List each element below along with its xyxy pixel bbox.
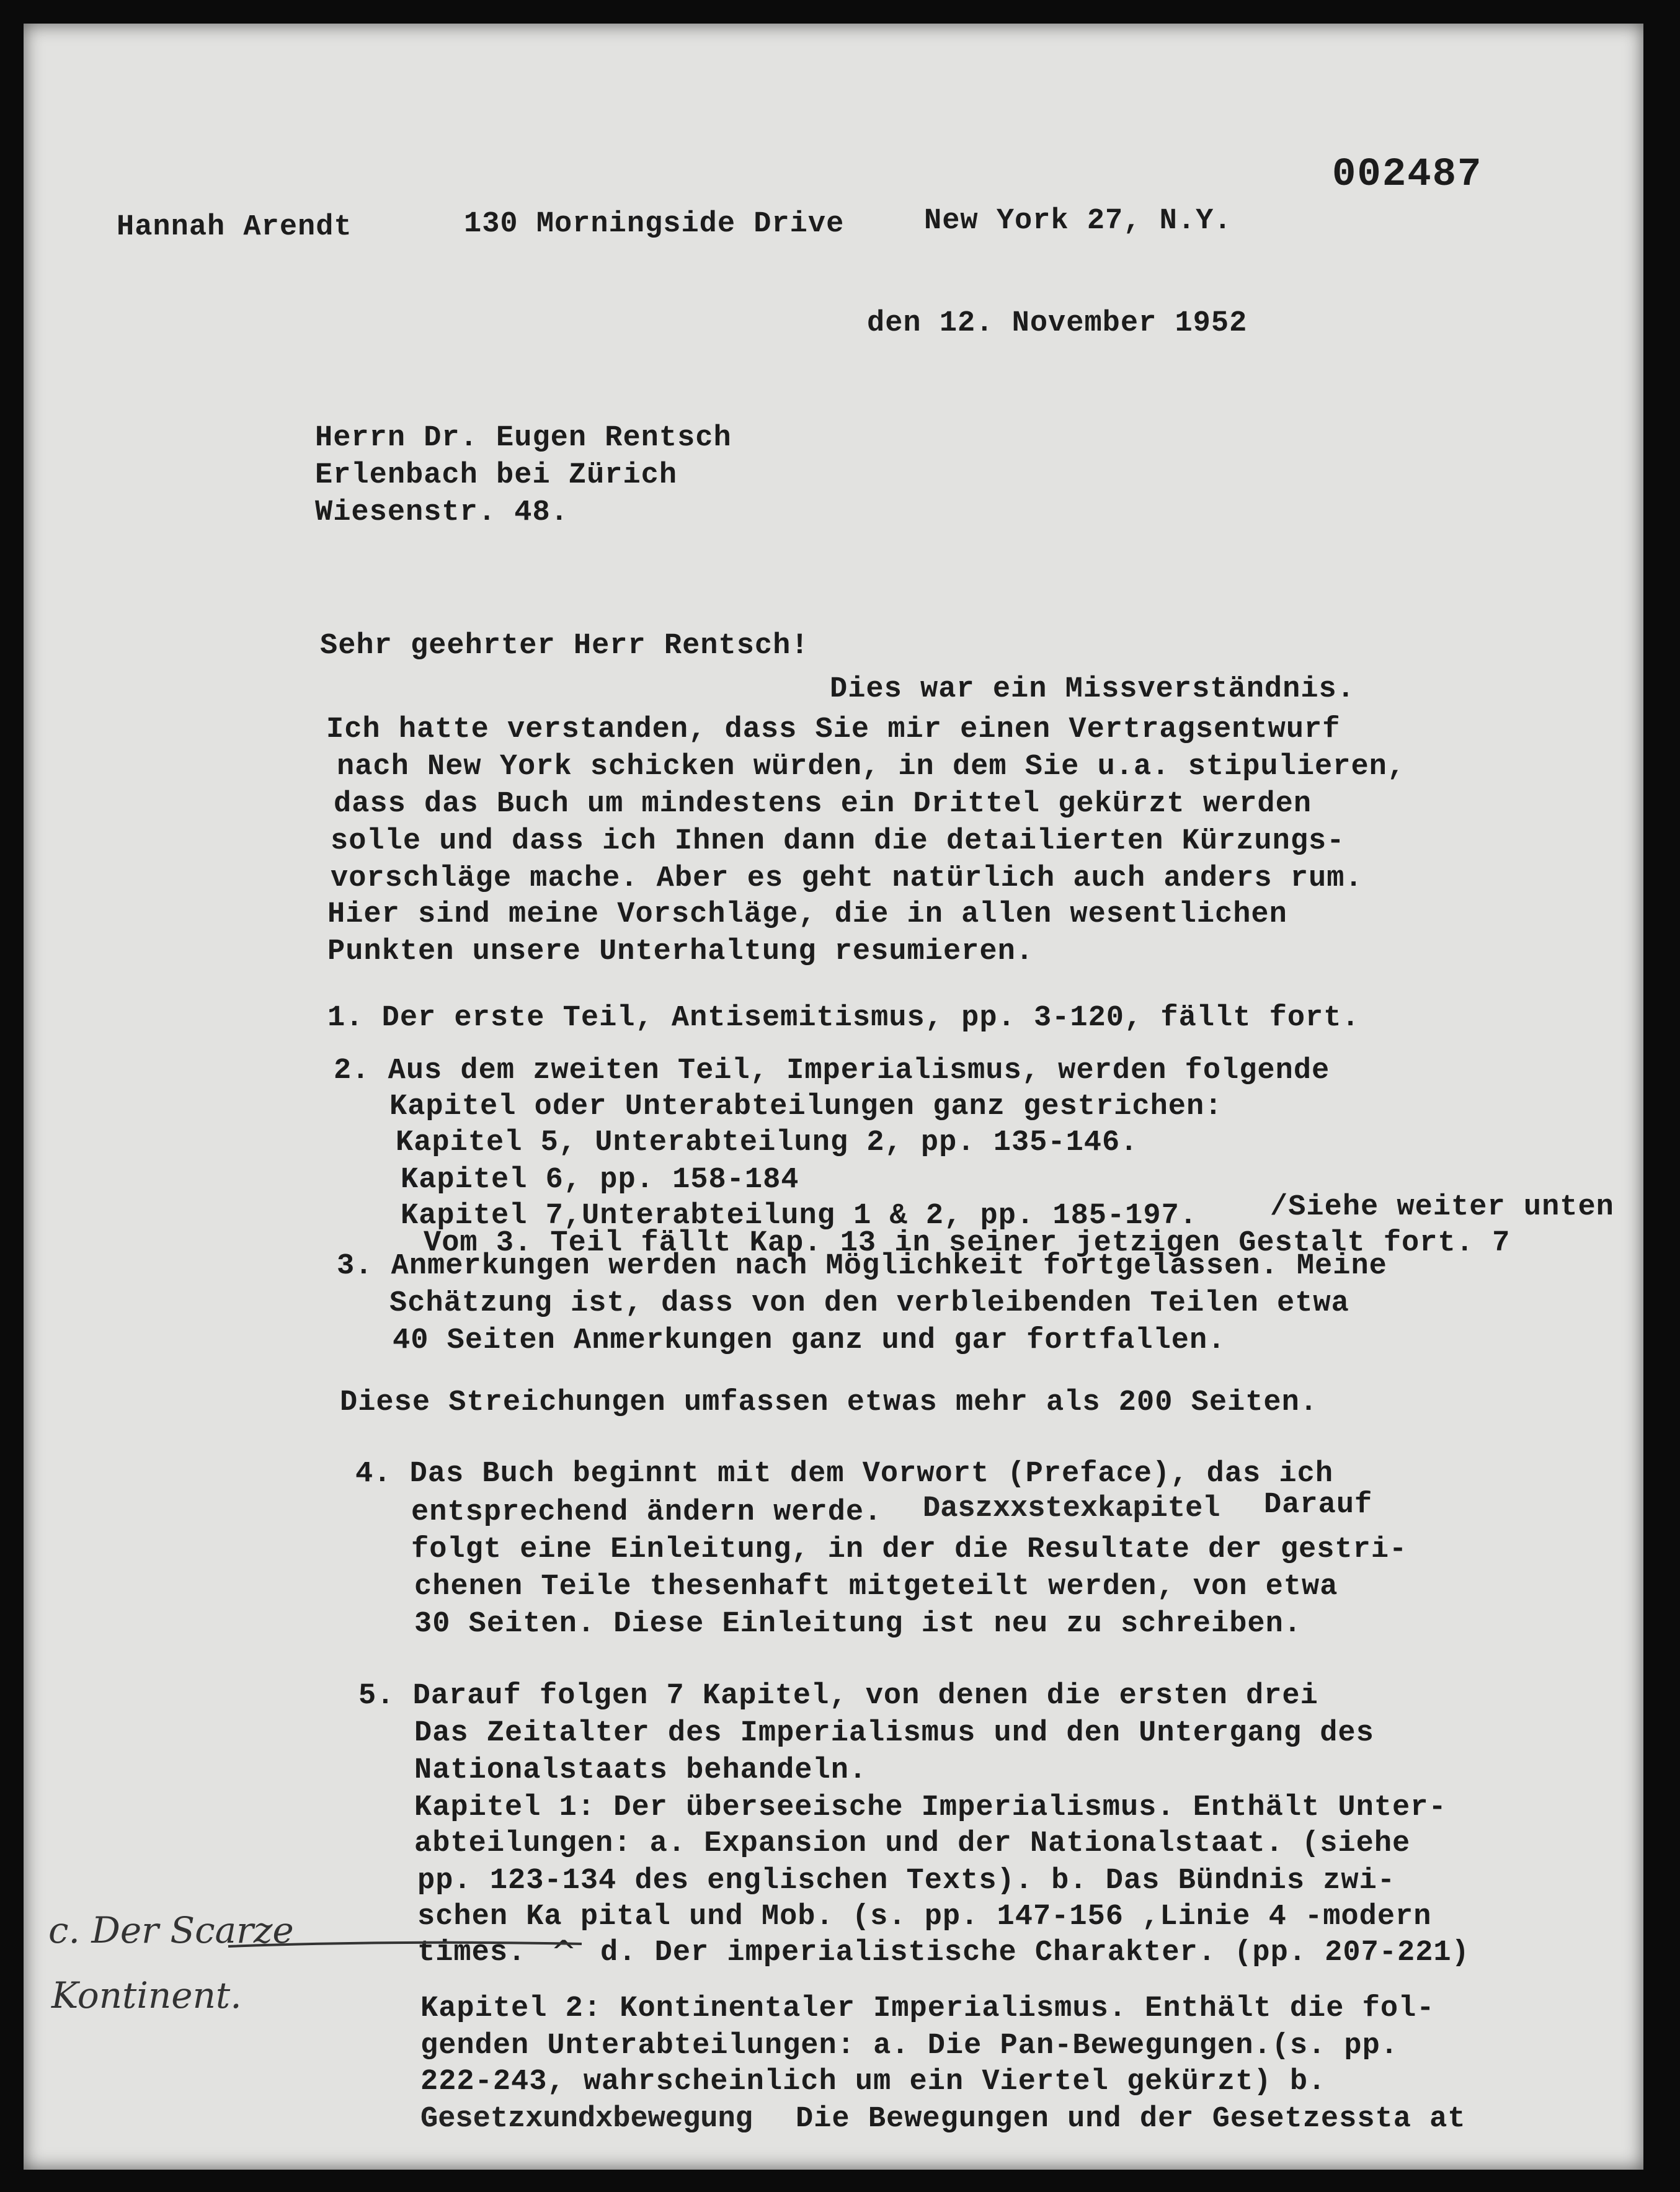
item-3-line-2: Schätzung ist, dass von den verbleibenden Teilen etwa xyxy=(389,1287,1349,1320)
intro-line-7: Hier sind meine Vorschläge, die in allen wesentlichen xyxy=(327,898,1287,931)
margin-note-underline xyxy=(48,1922,669,1959)
item-5-line-1: 5. Darauf folgen 7 Kapitel, von denen die ersten drei xyxy=(358,1680,1318,1713)
item-3-line-1: 3. Anmerkungen werden nach Möglichkeit fortgelassen. Meine xyxy=(337,1250,1387,1283)
recipient-line-1: Herrn Dr. Eugen Rentsch xyxy=(315,422,732,455)
item-2-line-1: 2. Aus dem zweiten Teil, Imperialismus, werden folgende xyxy=(334,1054,1330,1087)
item-2-line-2: Kapitel oder Unterabteilungen ganz gestrichen: xyxy=(389,1090,1223,1123)
item-5-struck-text: Gesetzxundxbewegung xyxy=(420,2101,753,2137)
item-2-line-3: Kapitel 5, Unterabteilung 2, pp. 135-146. xyxy=(396,1126,1139,1159)
item-5-line-8b: d. Der imperialistische Charakter. (pp. 207-221) xyxy=(600,1936,1470,1969)
recipient-line-3: Wiesenstr. 48. xyxy=(315,496,569,529)
sender-city: New York 27, N.Y. xyxy=(924,205,1232,238)
item-4-line-1: 4. Das Buch beginnt mit dem Vorwort (Preface), das ich xyxy=(355,1458,1334,1490)
intro-line-6: vorschläge mache. Aber es geht natürlich auch anders rum. xyxy=(331,862,1363,895)
item-5-line-8a: times. xyxy=(417,1936,527,1969)
item-2-line-5: Kapitel 7,Unterabteilung 1 & 2, pp. 185-197. xyxy=(401,1200,1198,1232)
item-1: 1. Der erste Teil, Antisemitismus, pp. 3-120, fällt fort. xyxy=(327,1002,1360,1035)
item-2-insert-note: /Siehe weiter unten xyxy=(1270,1191,1614,1224)
archive-number: 002487 xyxy=(1332,153,1483,197)
item-4-line-2b: Darauf xyxy=(1264,1489,1373,1521)
item-5-line-12: Die Bewegungen und der Gesetzessta at xyxy=(796,2103,1466,2136)
item-4-line-5: 30 Seiten. Diese Einleitung ist neu zu schreiben. xyxy=(414,1608,1302,1641)
item-5-line-4: Kapitel 1: Der überseeische Imperialismus. Enthält Unter- xyxy=(414,1791,1447,1824)
item-5-line-7: schen Ka pital und Mob. (s. pp. 147-156 ,Linie 4 -modern xyxy=(417,1900,1432,1933)
item-5-line-9: Kapitel 2: Kontinentaler Imperialismus. Enthält die fol- xyxy=(420,1992,1435,2025)
summary-line: Diese Streichungen umfassen etwas mehr als 200 Seiten. xyxy=(340,1386,1318,1419)
item-5-line-11: 222-243, wahrscheinlich um ein Viertel gekürzt) b. xyxy=(420,2065,1327,2098)
margin-note-line-1: c. Der Scarze xyxy=(48,1909,294,1951)
intro-line-8: Punkten unsere Unterhaltung resumieren. xyxy=(327,935,1034,968)
sender-name: Hannah Arendt xyxy=(117,211,352,244)
insertion-caret: ^ xyxy=(551,1934,577,1970)
item-5-line-10: genden Unterabteilungen: a. Die Pan-Bewegungen.(s. pp. xyxy=(420,2029,1399,2062)
sender-street: 130 Morningside Drive xyxy=(464,208,845,241)
intro-line-1: Dies war ein Missverständnis. xyxy=(830,673,1355,706)
letter-page xyxy=(24,24,1643,2170)
letter-date: den 12. November 1952 xyxy=(867,307,1248,340)
item-5-line-5: abteilungen: a. Expansion und der Nationalstaat. (siehe xyxy=(414,1827,1411,1860)
item-4-line-2a: entsprechend ändern werde. xyxy=(411,1496,882,1529)
intro-line-3: nach New York schicken würden, in dem Sie u.a. stipulieren, xyxy=(337,751,1406,783)
item-2-line-4: Kapitel 6, pp. 158-184 xyxy=(401,1164,799,1196)
item-5-line-6: pp. 123-134 des englischen Texts). b. Das Bündnis zwi- xyxy=(417,1865,1396,1897)
item-2-line-6: Vom 3. Teil fällt Kap. 13 in seiner jetzigen Gestalt fort. 7 xyxy=(424,1227,1511,1260)
intro-line-2: Ich hatte verstanden, dass Sie mir einen Vertragsentwurf xyxy=(326,713,1341,746)
item-5-line-2: Das Zeitalter des Imperialismus und den Untergang des xyxy=(414,1717,1374,1750)
item-4-line-4: chenen Teile thesenhaft mitgeteilt werden, von etwa xyxy=(414,1570,1338,1603)
item-4-struck-text: Daszxxstexkapitel xyxy=(923,1491,1220,1527)
recipient-line-2: Erlenbach bei Zürich xyxy=(315,459,678,492)
item-5-line-3: Nationalstaats behandeln. xyxy=(414,1754,868,1787)
intro-line-4: dass das Buch um mindestens ein Drittel gekürzt werden xyxy=(334,788,1312,821)
intro-line-5: solle und dass ich Ihnen dann die detailierten Kürzungs- xyxy=(331,825,1345,858)
item-3-line-3: 40 Seiten Anmerkungen ganz und gar fortfallen. xyxy=(393,1324,1226,1357)
margin-note-line-2: Kontinent. xyxy=(51,1974,242,2016)
salutation: Sehr geehrter Herr Rentsch! xyxy=(320,630,809,662)
item-4-line-3: folgt eine Einleitung, in der die Resultate der gestri- xyxy=(411,1533,1408,1566)
